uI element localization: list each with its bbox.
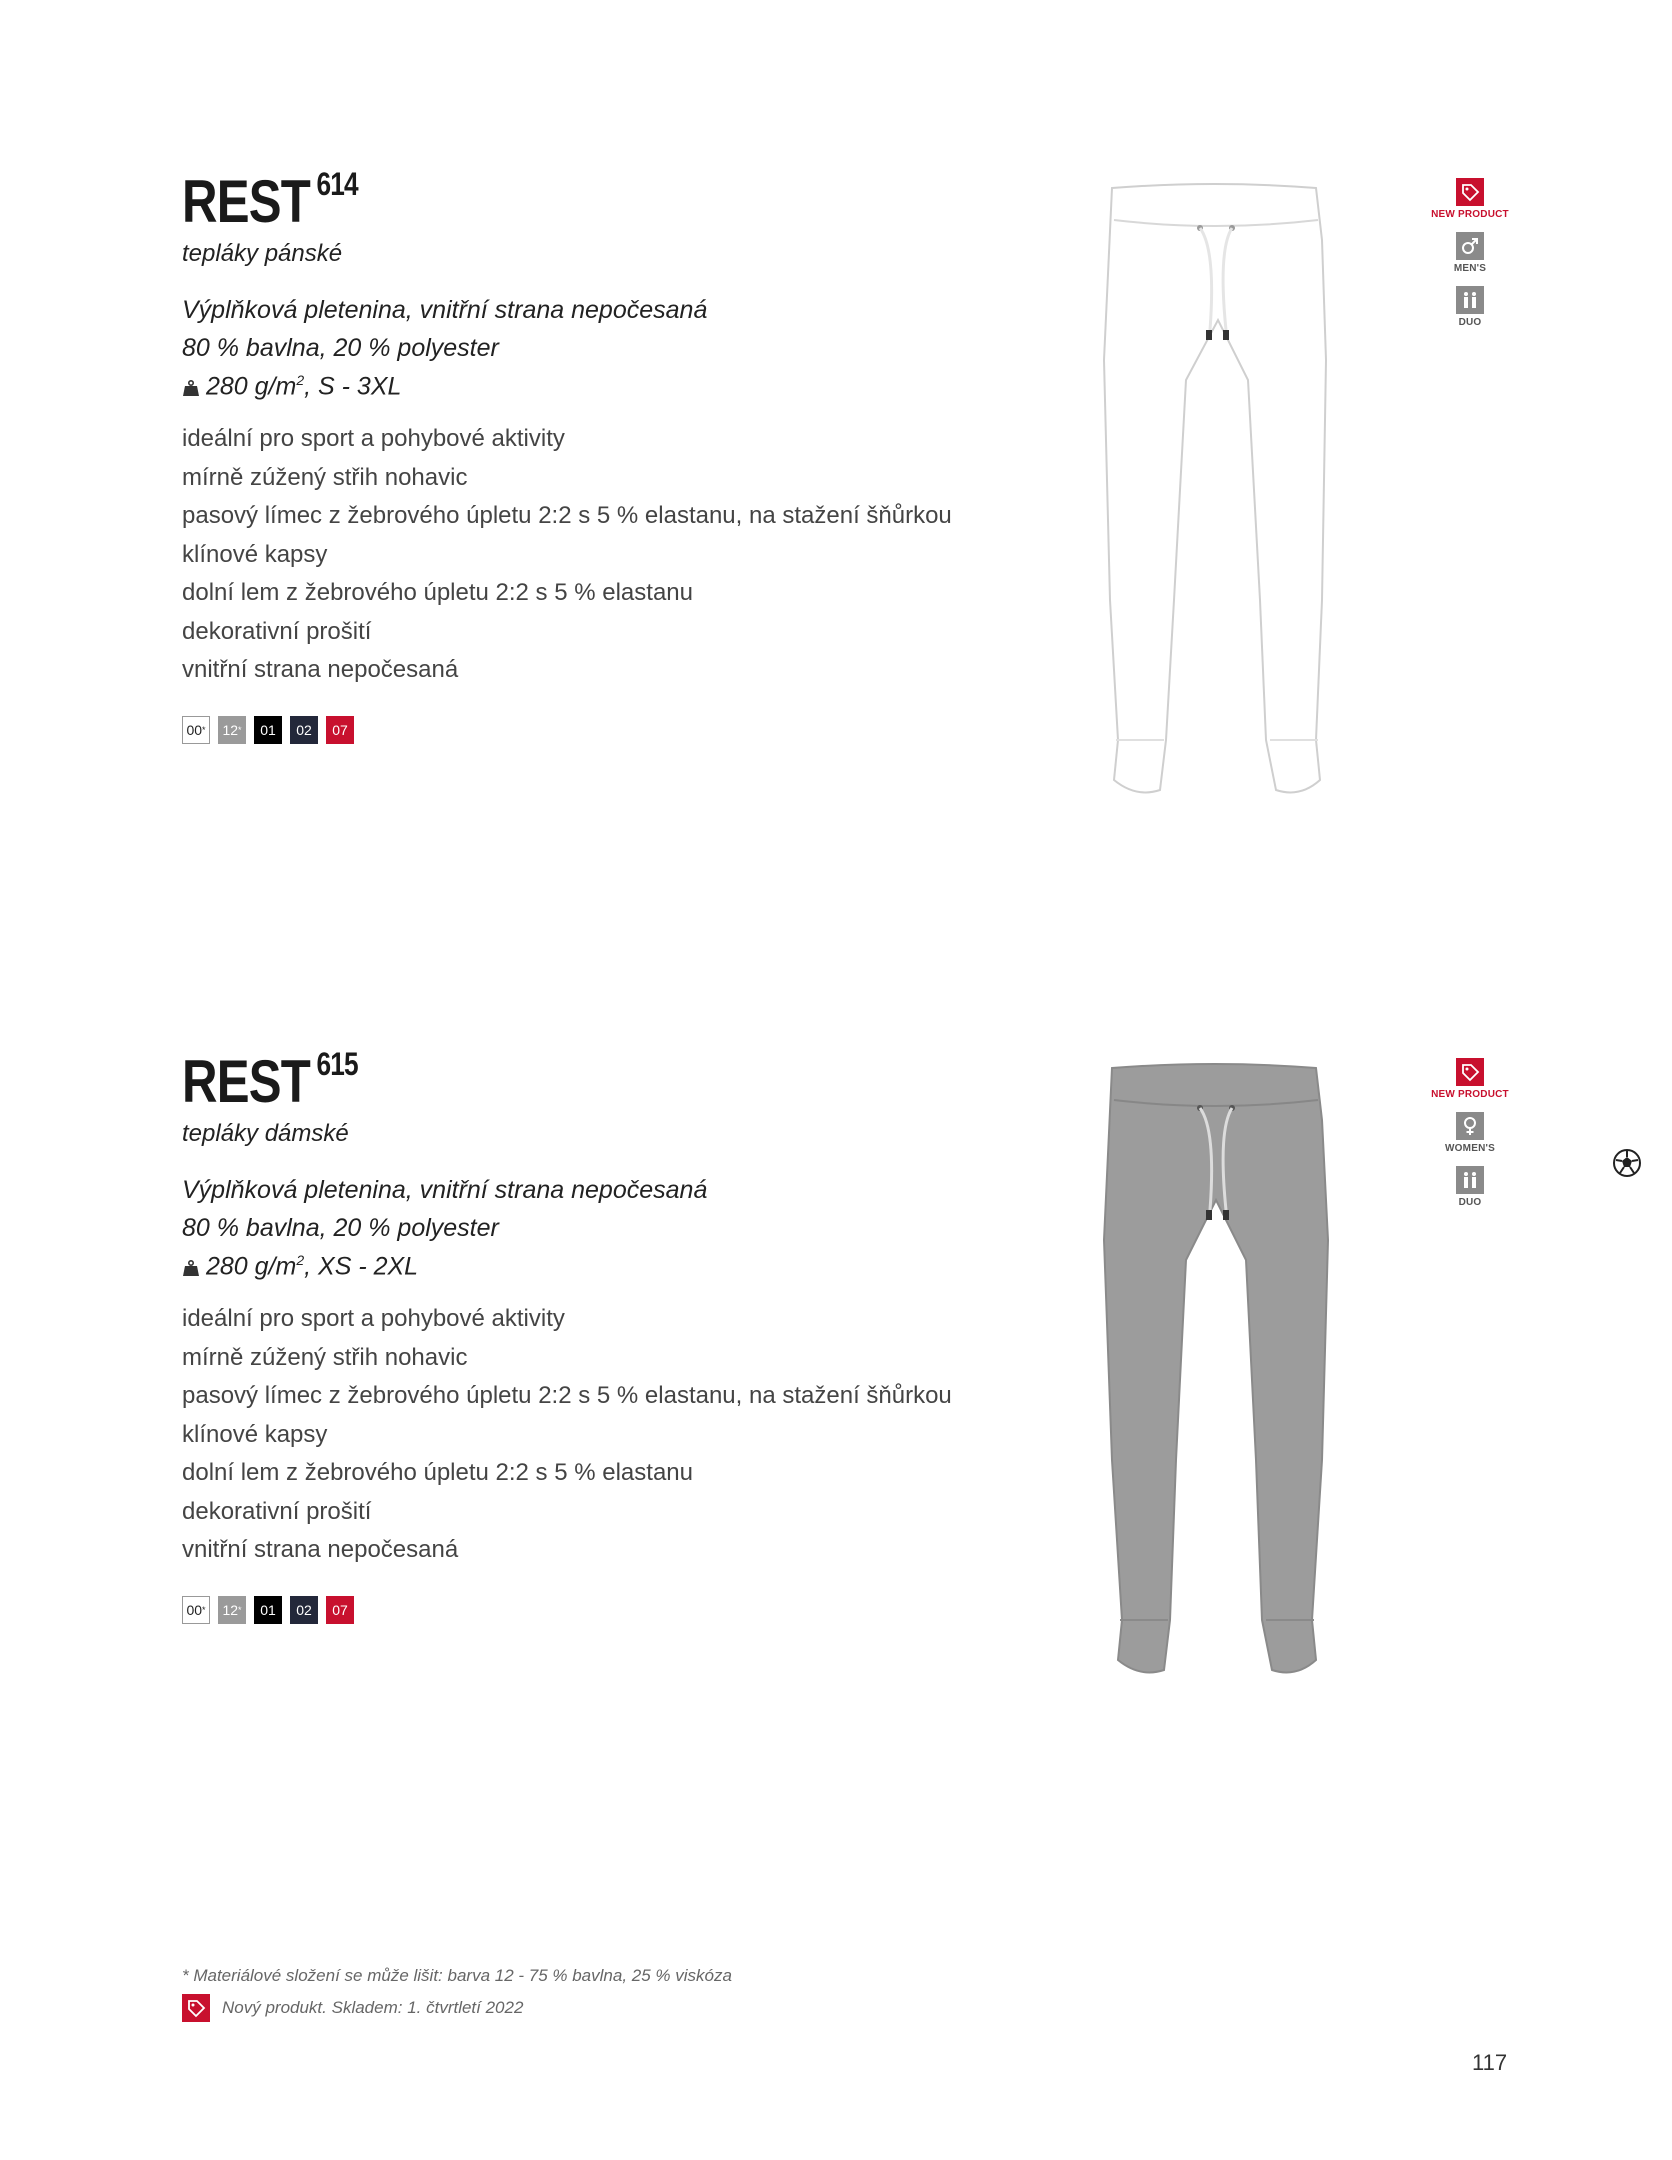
new-product-note: Nový produkt. Skladem: 1. čtvrtletí 2022: [182, 1994, 523, 2022]
feature-item: klínové kapsy: [182, 540, 328, 568]
feature-item: dekorativní prošití: [182, 617, 372, 645]
product-image-white-pants: [1090, 180, 1340, 820]
tag-icon: [1460, 182, 1480, 202]
male-icon: [1460, 236, 1480, 256]
badge-new-product: NEW PRODUCT: [1430, 178, 1510, 220]
color-swatch: 12 *: [218, 716, 246, 744]
product-subtitle: tepláky pánské: [182, 240, 343, 267]
spec-composition: 80 % bavlna, 20 % polyester: [182, 1214, 499, 1242]
feature-item: mírně zúžený střih nohavic: [182, 1343, 468, 1371]
female-icon: [1460, 1116, 1480, 1136]
feature-item: vnitřní strana nepočesaná: [182, 656, 459, 683]
color-swatch: 07: [326, 1596, 354, 1624]
product-title: REST $^{614}$: [182, 166, 358, 235]
weight-icon: [182, 380, 200, 396]
spec-weight-sizes: 280 $g/m^2$, XS - 2XL: [182, 1252, 418, 1281]
badges: [1430, 178, 1510, 340]
color-swatch: 01: [254, 1596, 282, 1624]
feature-item: pasový límec z žebrového úpletu 2:2 s 5 % elastanu, na stažení šňůrkou: [182, 502, 952, 529]
spec-weight-sizes: 280 $g/m^2$, S - 3XL: [182, 372, 401, 401]
feature-item: pasový límec z žebrového úpletu 2:2 s 5 % elastanu, na stažení šňůrkou: [182, 1382, 952, 1409]
badge-duo: DUO: [1430, 286, 1510, 328]
product-code: 614: [316, 166, 358, 202]
feature-item: dolní lem z žebrového úpletu 2:2 s 5 % elastanu: [182, 1459, 693, 1486]
color-swatches: [182, 716, 354, 744]
feature-list: [182, 420, 952, 690]
footnote: * Materiálové složení se může lišit: barva 12 - 75 % bavlna, 25 % viskóza: [182, 1966, 732, 1985]
tag-icon: [1460, 1062, 1480, 1082]
feature-item: mírně zúžený střih nohavic: [182, 463, 468, 491]
color-swatch: 12 *: [218, 1596, 246, 1624]
badges: [1430, 1058, 1510, 1220]
product-image-gray-pants: [1090, 1060, 1340, 1700]
product-subtitle: tepláky dámské: [182, 1120, 349, 1147]
color-swatch: 00 *: [182, 716, 210, 744]
product-rest-615: [0, 880, 1672, 1740]
color-swatches: [182, 1596, 354, 1624]
product-code: 615: [316, 1046, 358, 1082]
product-rest-614: [0, 0, 1672, 860]
badge-womens: WOMEN'S: [1430, 1112, 1510, 1154]
feature-item: ideální pro sport a pohybové aktivity: [182, 425, 565, 452]
color-swatch: 00 *: [182, 1596, 210, 1624]
spec-fabric: Výplňková pletenina, vnitřní strana nepočesaná: [182, 296, 708, 324]
weight-icon: [182, 1260, 200, 1276]
color-swatch: 01: [254, 716, 282, 744]
feature-list: [182, 1300, 952, 1570]
badge-duo: DUO: [1430, 1166, 1510, 1208]
feature-item: dekorativní prošití: [182, 1497, 372, 1525]
feature-item: ideální pro sport a pohybové aktivity: [182, 1305, 565, 1332]
tag-icon: [186, 1998, 206, 2018]
color-swatch: 02: [290, 1596, 318, 1624]
feature-item: klínové kapsy: [182, 1420, 328, 1448]
duo-icon: [1460, 1170, 1480, 1190]
badge-new-product: NEW PRODUCT: [1430, 1058, 1510, 1100]
badge-mens: MEN'S: [1430, 232, 1510, 274]
feature-item: dolní lem z žebrového úpletu 2:2 s 5 % elastanu: [182, 579, 693, 606]
spec-composition: 80 % bavlna, 20 % polyester: [182, 334, 499, 362]
feature-item: vnitřní strana nepočesaná: [182, 1536, 459, 1563]
page-number: 117: [1472, 2050, 1508, 2075]
product-title: REST $^{615}$: [182, 1046, 358, 1115]
soccer-ball-icon: [1612, 1148, 1642, 1178]
color-swatch: 02: [290, 716, 318, 744]
color-swatch: 07: [326, 716, 354, 744]
duo-icon: [1460, 290, 1480, 310]
spec-fabric: Výplňková pletenina, vnitřní strana nepočesaná: [182, 1176, 708, 1204]
